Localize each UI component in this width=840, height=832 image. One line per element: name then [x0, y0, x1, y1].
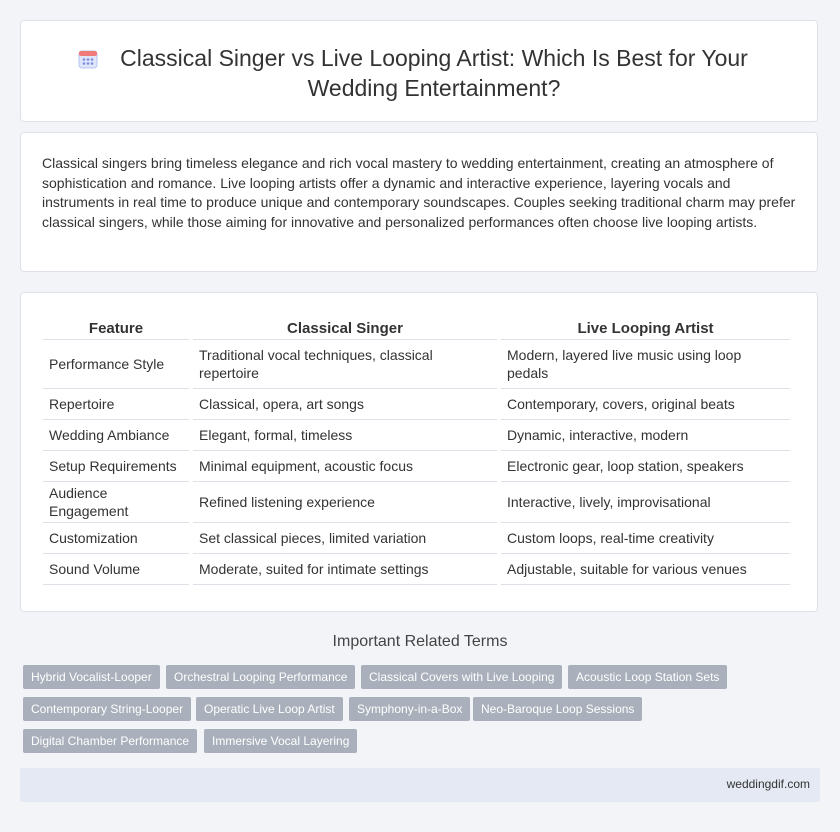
table-row	[43, 340, 790, 389]
table-cell: Customization	[43, 523, 189, 554]
site-name[interactable]: weddingdif.com	[726, 777, 810, 791]
related-term-tag[interactable]: Digital Chamber Performance	[23, 729, 197, 753]
table-cell: Modern, layered live music using loop pedals	[501, 340, 790, 389]
table-row	[43, 420, 790, 451]
table-cell: Refined listening experience	[193, 482, 497, 523]
intro-text: Classical singers bring timeless elegance and rich vocal mastery to wedding entertainment, creating an atmosphere of sophistication and romance. Live looping artists offer a dynamic and interactive experience, layering vocals and instruments in real time to produce unique and contemporary soundscapes. Couples seeking traditional charm may prefer classical singers, while those aiming for innovative and personalized performances often choose live looping artists.	[42, 155, 796, 230]
table-header-row	[43, 315, 790, 340]
footer	[20, 768, 820, 802]
table-cell: Classical, opera, art songs	[193, 389, 497, 420]
table-row	[43, 523, 790, 554]
column-header: Classical Singer	[193, 315, 497, 340]
table-cell: Sound Volume	[43, 554, 189, 585]
table-cell: Performance Style	[43, 340, 189, 389]
related-term-tag[interactable]: Operatic Live Loop Artist	[196, 697, 343, 721]
table-cell: Minimal equipment, acoustic focus	[193, 451, 497, 482]
related-term-tag[interactable]: Acoustic Loop Station Sets	[568, 665, 727, 689]
comparison-card	[20, 292, 818, 612]
table-cell: Repertoire	[43, 389, 189, 420]
table-cell: Set classical pieces, limited variation	[193, 523, 497, 554]
table-cell: Interactive, lively, improvisational	[501, 482, 790, 523]
related-term-tag[interactable]: Neo-Baroque Loop Sessions	[473, 697, 642, 721]
table-cell: Wedding Ambiance	[43, 420, 189, 451]
table-cell: Setup Requirements	[43, 451, 189, 482]
table-cell: Dynamic, interactive, modern	[501, 420, 790, 451]
intro-card	[20, 132, 818, 272]
related-term-tag[interactable]: Classical Covers with Live Looping	[361, 665, 562, 689]
related-terms-heading: Important Related Terms	[332, 633, 508, 650]
table-cell: Elegant, formal, timeless	[193, 420, 497, 451]
related-term-tag[interactable]: Immersive Vocal Layering	[204, 729, 357, 753]
page-title: Classical Singer vs Live Looping Artist: Which Is Best for Your Wedding Entertainment?	[120, 45, 748, 101]
table-cell: Custom loops, real-time creativity	[501, 523, 790, 554]
comparison-table	[39, 315, 794, 585]
related-term-tag[interactable]: Hybrid Vocalist-Looper	[23, 665, 160, 689]
header-card	[20, 20, 818, 122]
related-term-tag[interactable]: Orchestral Looping Performance	[166, 665, 355, 689]
table-cell: Audience Engagement	[43, 482, 189, 523]
related-term-tag[interactable]: Contemporary String-Looper	[23, 697, 191, 721]
table-cell: Electronic gear, loop station, speakers	[501, 451, 790, 482]
table-row	[43, 554, 790, 585]
table-cell: Traditional vocal techniques, classical repertoire	[193, 340, 497, 389]
table-cell: Moderate, suited for intimate settings	[193, 554, 497, 585]
table-cell: Adjustable, suitable for various venues	[501, 554, 790, 585]
table-row	[43, 451, 790, 482]
table-cell: Contemporary, covers, original beats	[501, 389, 790, 420]
column-header: Feature	[43, 315, 189, 340]
table-row	[43, 389, 790, 420]
table-row	[43, 482, 790, 523]
related-term-tag[interactable]: Symphony-in-a-Box	[349, 697, 470, 721]
column-header: Live Looping Artist	[501, 315, 790, 340]
